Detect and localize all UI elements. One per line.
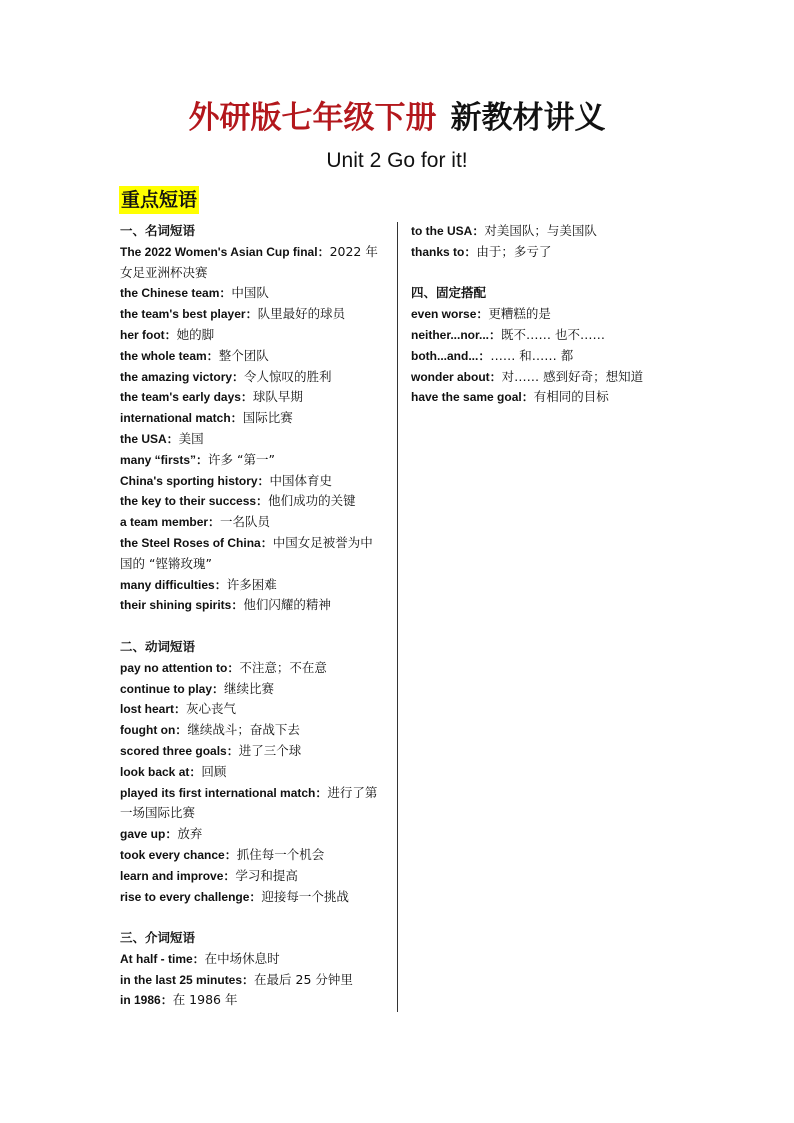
phrase-english: the team's best player： xyxy=(120,307,258,322)
phrase-english: in the last 25 minutes： xyxy=(120,972,255,987)
phrase-english: the amazing victory： xyxy=(120,369,245,384)
phrase-line xyxy=(120,866,386,887)
title-red: 外研版七年级下册 xyxy=(188,100,437,136)
phrase-english: the key to their success： xyxy=(120,494,269,509)
verb-phrase-list xyxy=(120,658,386,908)
section-heading-prepositions: 三、介词短语 xyxy=(120,930,196,946)
phrase-line xyxy=(120,491,386,512)
phrase-chinese: …… 和…… 都 xyxy=(490,347,574,363)
phrase-line xyxy=(120,824,386,845)
phrase-english: gave up： xyxy=(120,827,178,842)
phrase-chinese: 2022 年 xyxy=(329,243,378,259)
left-column xyxy=(120,221,386,1011)
column-divider xyxy=(397,222,398,1012)
phrase-line xyxy=(411,221,681,242)
phrase-chinese: 迎接每一个挑战 xyxy=(261,888,349,904)
phrase-chinese: 既不…… 也不…… xyxy=(501,326,606,342)
phrase-english: China's sporting history： xyxy=(120,473,270,488)
phrase-line xyxy=(120,720,386,741)
section-badge: 重点短语 xyxy=(119,186,199,214)
phrase-english: fought on： xyxy=(120,723,188,738)
phrase-line xyxy=(120,783,386,804)
phrase-english: their shining spirits： xyxy=(120,598,244,613)
phrase-chinese: 中国队 xyxy=(231,285,269,301)
phrase-english: the USA： xyxy=(120,431,179,446)
phrase-english: At half - time： xyxy=(120,951,205,966)
phrase-line xyxy=(120,429,386,450)
phrase-line xyxy=(120,471,386,492)
phrase-chinese: 他们闪耀的精神 xyxy=(243,597,331,613)
phrase-chinese: 继续比赛 xyxy=(224,680,275,696)
phrase-chinese: 在最后 25 分钟里 xyxy=(254,971,353,987)
phrase-line xyxy=(120,263,386,284)
phrase-chinese: 对…… 感到好奇；想知道 xyxy=(501,368,644,384)
phrase-line xyxy=(411,346,681,367)
preposition-phrase-list-cont xyxy=(411,221,681,263)
phrase-chinese: 抓住每一个机会 xyxy=(236,846,325,862)
phrase-english: many “firsts”： xyxy=(120,452,209,467)
phrase-english: international match： xyxy=(120,411,243,426)
phrase-line xyxy=(120,595,386,616)
phrase-line xyxy=(411,325,681,346)
right-column xyxy=(411,221,681,408)
phrase-english: continue to play： xyxy=(120,681,225,696)
phrase-english: many difficulties： xyxy=(120,577,227,592)
phrase-chinese: 队里最好的球员 xyxy=(257,306,346,322)
phrase-line xyxy=(120,575,386,596)
phrase-line xyxy=(120,367,386,388)
phrase-chinese: 她的脚 xyxy=(176,326,215,342)
phrase-english: even worse： xyxy=(411,307,489,322)
phrase-line xyxy=(120,845,386,866)
phrase-english: wonder about： xyxy=(411,369,502,384)
noun-phrase-list xyxy=(120,242,386,616)
phrase-english: rise to every challenge： xyxy=(120,889,262,904)
phrase-chinese: 国的 “铿锵玫瑰” xyxy=(120,555,212,571)
phrase-line xyxy=(120,741,386,762)
phrase-line xyxy=(120,887,386,908)
phrase-chinese: 学习和提高 xyxy=(235,867,298,883)
phrase-chinese: 在 1986 年 xyxy=(172,992,238,1008)
phrase-chinese: 回顾 xyxy=(201,763,227,779)
phrase-chinese: 有相同的目标 xyxy=(533,389,609,405)
phrase-chinese: 对美国队；与美国队 xyxy=(484,223,597,238)
phrase-chinese: 一名队员 xyxy=(220,514,271,530)
phrase-line xyxy=(120,408,386,429)
phrase-english: the whole team： xyxy=(120,348,219,363)
phrase-chinese: 进了三个球 xyxy=(238,742,302,758)
phrase-chinese: 美国 xyxy=(178,430,204,446)
phrase-chinese: 灰心丧气 xyxy=(186,701,237,717)
phrase-english: to the USA： xyxy=(411,224,485,238)
phrase-chinese: 由于；多亏了 xyxy=(476,243,552,259)
phrase-chinese: 许多 “第一” xyxy=(208,451,275,467)
phrase-chinese: 女足亚洲杯决赛 xyxy=(120,264,208,280)
phrase-english: both...and...： xyxy=(411,348,491,363)
phrase-chinese: 国际比赛 xyxy=(242,410,293,426)
phrase-line xyxy=(411,387,681,408)
phrase-chinese: 进行了第 xyxy=(327,784,378,800)
phrase-chinese: 继续战斗；奋战下去 xyxy=(187,722,300,738)
phrase-english: learn and improve： xyxy=(120,868,236,883)
phrase-chinese: 许多困难 xyxy=(226,576,277,592)
phrase-chinese: 他们成功的关键 xyxy=(268,493,356,509)
section-heading-collocations: 四、固定搭配 xyxy=(411,285,487,301)
phrase-line xyxy=(120,450,386,471)
phrase-line xyxy=(120,554,386,575)
phrase-line xyxy=(120,512,386,533)
phrase-chinese: 中国体育史 xyxy=(269,472,333,488)
phrase-line xyxy=(120,699,386,720)
phrase-english: in 1986： xyxy=(120,993,173,1008)
phrase-english: scored three goals： xyxy=(120,743,239,758)
phrase-line xyxy=(120,304,386,325)
phrase-chinese: 一场国际比赛 xyxy=(120,805,196,821)
preposition-phrase-list xyxy=(120,949,386,1011)
title-black: 新教材讲义 xyxy=(450,100,606,136)
collocation-list xyxy=(411,304,681,408)
phrase-chinese: 不注意；不在意 xyxy=(239,659,327,675)
phrase-english: look back at： xyxy=(120,764,202,779)
phrase-english: a team member： xyxy=(120,515,221,530)
phrase-chinese: 中国女足被誉为中 xyxy=(272,534,373,550)
unit-subtitle: Unit 2 Go for it! xyxy=(326,149,468,172)
phrase-line xyxy=(411,367,681,388)
phrase-english: the Steel Roses of China： xyxy=(120,535,273,550)
phrase-english: The 2022 Women's Asian Cup final： xyxy=(120,244,330,259)
phrase-line xyxy=(120,325,386,346)
phrase-line xyxy=(120,242,386,263)
phrase-english: played its first international match： xyxy=(120,785,328,800)
phrase-line xyxy=(411,242,681,263)
phrase-chinese: 令人惊叹的胜利 xyxy=(244,368,332,384)
phrase-chinese: 球队早期 xyxy=(252,389,303,405)
phrase-line xyxy=(120,283,386,304)
phrase-english: neither...nor...： xyxy=(411,327,502,342)
phrase-english: thanks to： xyxy=(411,244,477,259)
phrase-line xyxy=(120,387,386,408)
phrase-english: the team's early days： xyxy=(120,390,253,405)
phrase-chinese: 在中场休息时 xyxy=(204,950,280,966)
phrase-line xyxy=(411,304,681,325)
phrase-line xyxy=(120,990,386,1011)
phrase-line xyxy=(120,533,386,554)
phrase-chinese: 整个团队 xyxy=(218,347,269,363)
phrase-english: her foot： xyxy=(120,327,177,342)
phrase-line xyxy=(120,346,386,367)
phrase-english: have the same goal： xyxy=(411,390,534,405)
section-heading-verbs: 二、动词短语 xyxy=(120,638,196,654)
document-title xyxy=(0,97,794,139)
phrase-chinese: 放弃 xyxy=(177,826,203,842)
phrase-english: lost heart： xyxy=(120,702,187,717)
phrase-english: pay no attention to： xyxy=(120,660,240,675)
phrase-line xyxy=(120,949,386,970)
phrase-english: the Chinese team： xyxy=(120,286,232,301)
phrase-chinese: 更糟糕的是 xyxy=(488,306,551,322)
phrase-line xyxy=(120,970,386,991)
phrase-line xyxy=(120,803,386,824)
section-heading-nouns: 一、名词短语 xyxy=(120,223,196,238)
phrase-english: took every chance： xyxy=(120,847,237,862)
phrase-line xyxy=(120,762,386,783)
phrase-line xyxy=(120,679,386,700)
phrase-line xyxy=(120,658,386,679)
